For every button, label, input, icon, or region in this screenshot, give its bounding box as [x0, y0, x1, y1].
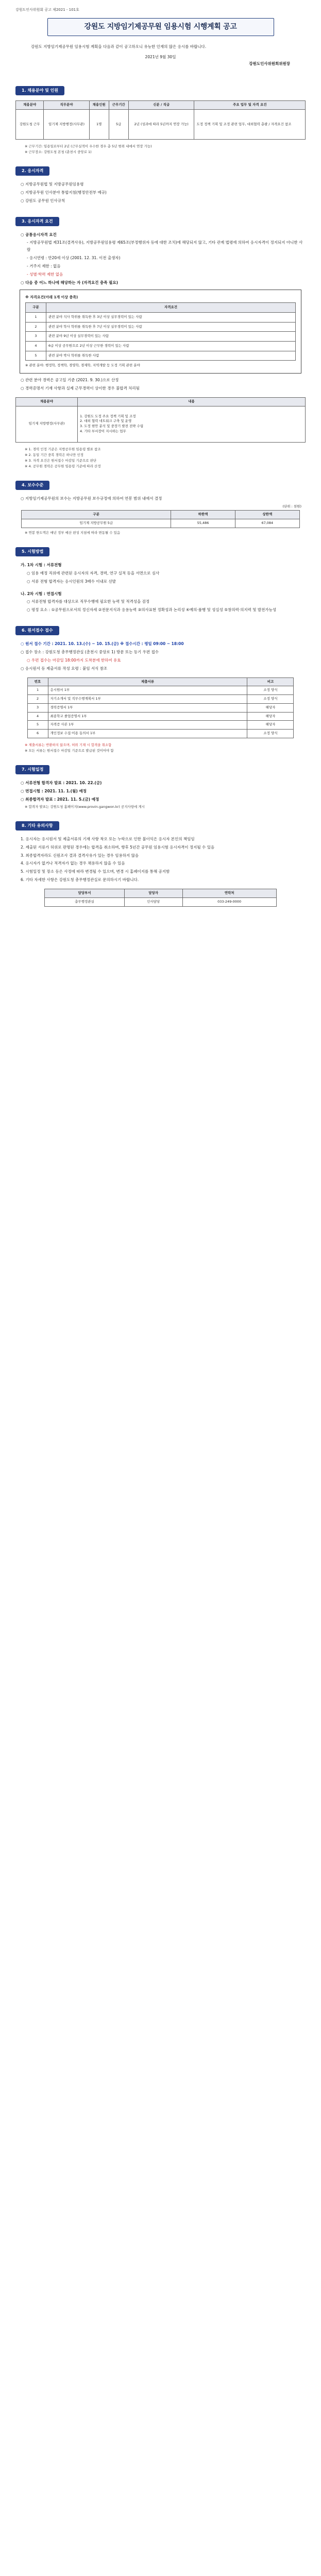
list-item: ○ 공통응시자격 요건	[21, 232, 57, 237]
title-box	[47, 18, 274, 36]
table-header: 자격요건	[46, 303, 296, 313]
table-header: 신분 / 직급	[128, 101, 194, 110]
list-item: ○ 임용 예정 직위에 관련된 응시자의 자격, 경력, 연구 실적 등을 서면으로 심사	[27, 570, 160, 575]
table-header: 제출서류	[48, 677, 247, 686]
section-title-3: 3. 응시자격 요건	[15, 217, 59, 226]
table-header: 구분	[22, 511, 171, 519]
list-item: ○ 지방임기제공무원의 보수는 지방공무원 보수규정에 의하여 연봉 범위 내에서 결정	[21, 496, 162, 501]
notice-number: 강원도인사위원회 공고 제2021 - 101호	[15, 8, 79, 12]
note-line: ※ 제출서류는 반환하지 않으며, 허위 기재 시 합격을 취소함	[25, 742, 112, 747]
table-header: 근무기간	[109, 101, 128, 110]
list-item: 2. 제출된 서류가 허위로 판명된 경우에는 합격을 취소하며, 향후 5년간 공무원 임용시험 응시자격이 정지될 수 있음	[21, 844, 215, 850]
table-cell: 5	[27, 721, 48, 730]
table-header: 번호	[27, 677, 48, 686]
table-cell: 해당자	[247, 721, 294, 730]
table-header: 담당부서	[45, 889, 124, 898]
table-cell: 2년 (성과에 따라 5년까지 연장 가능)	[128, 109, 194, 139]
list-item: ○ 최종합격자 발표 : 2021. 11. 5.(금) 예정	[21, 796, 99, 802]
page-title: 강원도 지방임기제공무원 임용시험 시행계획 공고	[84, 22, 237, 31]
issuing-org: 강원도인사위원회위원장	[249, 61, 290, 66]
list-item: ○ 강원도 공무원 인사규칙	[21, 198, 65, 203]
table-cell: 소정 양식	[247, 730, 294, 738]
table-cell: 소정 양식	[247, 695, 294, 704]
table-header: 직무분야	[44, 101, 89, 110]
table-cell: 6	[27, 730, 48, 738]
table-cell: 1	[27, 686, 48, 695]
qualification-box	[20, 290, 301, 374]
note-line: ※ 모든 서류는 원서접수 마감일 기준으로 발급된 것이어야 함	[25, 749, 114, 753]
table-cell: 자격증 사본 1부	[48, 721, 247, 730]
table-cell: 4	[26, 342, 46, 351]
note-line: ※ 2. 동일 기간 중복 경력은 하나만 인정	[25, 452, 84, 457]
note-line: ※ 합격자 발표는 강원도청 홈페이지(www.provin.gangwon.kr) 공지사항에 게시	[25, 804, 145, 809]
table-header: 내용	[78, 397, 306, 406]
table-cell: 소정 양식	[247, 686, 294, 695]
table-note: ※ 근무장소: 강원도청 본청 (춘천시 중앙로 1)	[25, 149, 92, 154]
table-cell: 3	[27, 703, 48, 712]
table-header: 주요 업무 및 자격 요건	[194, 101, 306, 110]
table-cell: 1명	[89, 109, 109, 139]
section-title-4: 4. 보수수준	[15, 481, 49, 490]
list-item: ○ 원서 접수 기간 : 2021. 10. 13.(수) ~ 10. 15.(금) ※ 접수시간 : 평일 09:00 ~ 18:00	[21, 641, 184, 647]
table-cell: 55,486	[171, 519, 235, 528]
table-header: 하한액	[171, 511, 235, 519]
table-cell: 최종학교 졸업증명서 1부	[48, 712, 247, 721]
table-cell: 경력증명서 1부	[48, 703, 247, 712]
table-header: 채용분야	[16, 101, 44, 110]
note-line: ※ 3. 자격 요건은 원서접수 마감일 기준으로 판단	[25, 458, 97, 463]
note-line: ※ 4. 공무원 경력은 공무원 임용령 기준에 따라 산정	[25, 464, 101, 468]
table-cell: 응시원서 1부	[48, 686, 247, 695]
list-item: - 거주지 제한 : 없음	[27, 264, 61, 269]
note-line: ※ 1. 경력 인정 기준은 지방공무원 임용령 별표 참조	[25, 447, 101, 451]
list-item: ○ 응시원서 등 제출서류 작성 요령 : 붙임 서식 참조	[21, 666, 108, 671]
list-item: 가. 1차 시험 : 서류전형	[21, 562, 62, 567]
table-cell: 임기제 지방공무원 5급	[22, 519, 171, 528]
table-cell: 6급 이상 공무원으로 2년 이상 근무한 경력이 있는 사람	[46, 342, 296, 351]
list-item: ○ 다음 중 어느 하나에 해당하는 자 (자격요건 충족 필요)	[21, 280, 119, 285]
table-header: 채용분야	[16, 397, 78, 406]
list-item: ○ 서류 전형 합격자는 응시인원의 3배수 이내로 선발	[27, 579, 116, 584]
list-item: ○ 지방공무원법 및 지방공무원임용령	[21, 181, 84, 187]
list-item: ○ 평정 요소 : ①공무원으로서의 정신자세 ②전문지식과 응용능력 ③의사표현 정확성과 논리성 ④예의·품행 및 성실성 ⑤창의력·의지력 및 발전가능성	[27, 607, 277, 613]
table-cell: 67,084	[235, 519, 299, 528]
section-title-8: 8. 기타 유의사항	[15, 821, 59, 831]
list-item: ○ 서류전형 합격자 발표 : 2021. 10. 22.(금)	[21, 781, 102, 786]
table-cell: 임기제 지방행정(사무관)	[16, 406, 78, 442]
qualification-table	[25, 302, 296, 361]
table-cell: 인사담당	[124, 897, 182, 906]
table-cell: 총무행정관실	[45, 897, 124, 906]
notice-date: 2021년 9월 30일	[145, 54, 176, 59]
list-item: 5. 시험일정 및 장소 등은 사정에 따라 변경될 수 있으며, 변경 시 홈페이지를 통해 공지함	[21, 869, 170, 874]
list-item: ○ 서류전형 합격자를 대상으로 직무수행에 필요한 능력 및 적격성을 검정	[27, 599, 150, 604]
box-title: ※ 자격요건(아래 1개 이상 충족)	[25, 295, 78, 299]
list-item: 나. 2차 시험 : 면접시험	[21, 591, 62, 596]
table-cell: 관련 분야 석사 학위를 취득한 후 3년 이상 실무경력이 있는 사람	[46, 313, 296, 323]
table-cell: 해당자	[247, 703, 294, 712]
section-title-5: 5. 시험방법	[15, 547, 49, 556]
table-cell: 임기제 지방행정(사무관)	[44, 109, 89, 139]
table-note: ※ 근무기간: 임용일로부터 2년 (근무실적이 우수한 경우 총 5년 범위 내에서 연장 가능)	[25, 144, 152, 148]
list-item: ○ 면접시험 : 2021. 11. 1.(월) 예정	[21, 788, 87, 793]
table-cell: 1. 강원도 도정 주요 정책 기획 및 조정 2. 대외 협력 네트워크 구축 및 운영 3. 도정 현안 분석 및 중장기 발전 전략 수립 4. 기타 부서장이 지시하는 업무	[78, 406, 306, 442]
list-item: - 성별·학력 제한 없음	[27, 272, 63, 277]
table-header: 담당자	[124, 889, 182, 898]
salary-note: ※ 연봉 한도액은 매년 정부 예산 편성 지침에 따라 변동될 수 있음	[25, 530, 121, 535]
salary-table	[21, 510, 299, 528]
section-title-6: 6. 원서접수 접수	[15, 626, 59, 635]
intro-paragraph: 강원도 지방임기제공무원 임용시험 계획을 다음과 같이 공고하오니 유능한 인재의 많은 응시를 바랍니다.	[31, 44, 207, 49]
list-item: 1. 응시자는 응시원서 및 제출서류의 기재 사항 착오 또는 누락으로 인한 불이익은 응시자 본인의 책임임	[21, 836, 195, 841]
section-title-7: 7. 시험일정	[15, 765, 49, 774]
section-title-1: 1. 채용분야 및 인원	[15, 86, 64, 95]
table-cell: 5	[26, 351, 46, 361]
table-cell: 1	[26, 313, 46, 323]
list-item: ○ 접수 장소 : 강원도청 총무행정관실 (춘천시 중앙로 1) 방문 또는 등기 우편 접수	[21, 650, 159, 655]
list-item: 4. 응시자가 없거나 적격자가 없는 경우 채용하지 않을 수 있음	[21, 861, 125, 866]
table-cell: 강원도청 근무	[16, 109, 44, 139]
list-item: ○ 지방공무원 인사분야 통합지침(행정안전부 예규)	[21, 190, 107, 195]
list-item: ○ 관련 분야 경력은 공고일 기준 (2021. 9. 30.)으로 산정	[21, 378, 119, 383]
table-cell: 관련 분야 박사 학위를 취득한 사람	[46, 351, 296, 361]
table-cell: 3	[26, 332, 46, 342]
box-footnote: ※ 관련 분야: 행정학, 정책학, 경영학, 경제학, 지역개발 등 도정 기획 관련 분야	[25, 363, 140, 368]
list-item: - 응시연령 : 만20세 이상 (2001. 12. 31. 이전 출생자)	[27, 256, 121, 261]
table-cell: 2	[26, 322, 46, 332]
table-header: 연락처	[182, 889, 276, 898]
table-cell: 4	[27, 712, 48, 721]
table-cell: 033-249-0000	[182, 897, 276, 906]
table-cell: 2	[27, 695, 48, 704]
table-cell: 관련 분야 9년 이상 실무경력이 있는 사람	[46, 332, 296, 342]
table-cell: 해당자	[247, 712, 294, 721]
contact-table	[44, 889, 276, 907]
table-header: 상한액	[235, 511, 299, 519]
table-cell: 관련 분야 학사 학위를 취득한 후 7년 이상 실무경력이 있는 사람	[46, 322, 296, 332]
section-title-2: 2. 응시자격	[15, 166, 49, 176]
table-cell: 5급	[109, 109, 128, 139]
list-item: - 지방공무원법 제31조(결격사유), 지방공무원임용령 제65조(부정행위자 등에 대한 조치)에 해당되지 않고, 기타 관계 법령에 의하여 응시자격이 정지되지 아니한 사람	[27, 240, 303, 252]
duty-table	[15, 397, 306, 443]
table-cell: 개인정보 수집·이용 동의서 1부	[48, 730, 247, 738]
table-header: 비고	[247, 677, 294, 686]
list-item: ○ 경력증명서 기재 사항과 실제 근무경력이 상이한 경우 불합격 처리됨	[21, 386, 140, 391]
table-header: 구분	[26, 303, 46, 313]
table-header: 채용인원	[89, 101, 109, 110]
list-item: ○ 우편 접수는 마감일 18:00까지 도착분에 한하여 유효	[27, 657, 121, 663]
documents-table	[27, 677, 294, 738]
recruitment-table	[15, 100, 306, 140]
list-item: 6. 기타 자세한 사항은 강원도청 총무행정관실로 문의하시기 바랍니다.	[21, 877, 139, 883]
table-cell: 자기소개서 및 직무수행계획서 1부	[48, 695, 247, 704]
table-cell: 도정 정책 기획 및 조정 관련 업무, 대외협력 총괄 / 자격요건 참조	[194, 109, 306, 139]
list-item: 3. 최종합격자라도 신원조사 결과 결격사유가 있는 경우 임용하지 않음	[21, 853, 139, 858]
unit-caption: (단위 : 천원)	[282, 504, 301, 509]
